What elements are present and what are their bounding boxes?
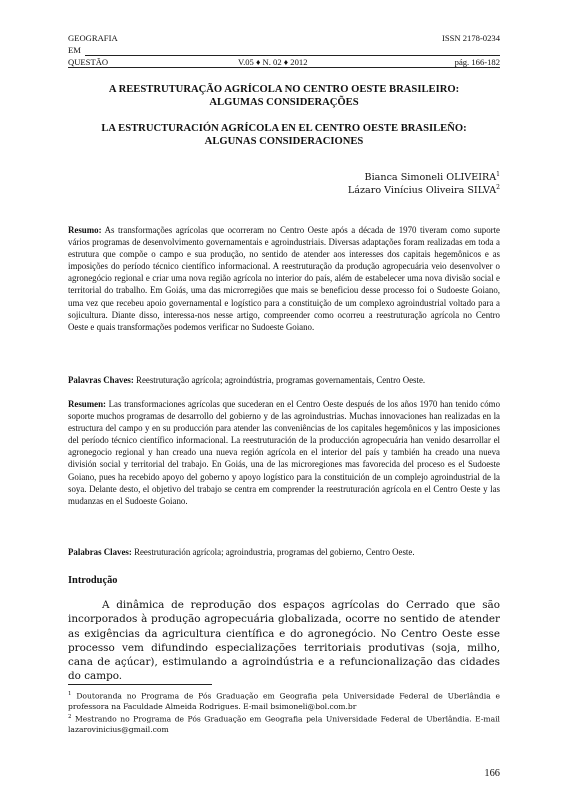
journal-name-line1: GEOGRAFIA bbox=[68, 33, 118, 43]
footnote-1: $^1$ Doutoranda no Programa de Pós Graduação em Geografia pela Universidade Federal de Uberlândia e professora na Faculdade Almeida Rodrigues. E-mail bsimoneli@bol.com.br bbox=[68, 691, 500, 711]
footnote-2: $^2$ Mestrando no Programa de Pós Graduação em Geografia pela Universidade Federal de Uberlândia. E-mail lazarovinicius@gmail.com bbox=[68, 714, 500, 734]
footnote-rule bbox=[68, 684, 212, 685]
keywords-es: Palabras Claves: Reestruturación agrícola; agroindustria, programas del gobierno, Centro Oeste. bbox=[68, 547, 415, 557]
page-number: 166 bbox=[484, 768, 500, 779]
intro-paragraph: A dinâmica de reprodução dos espaços agrícolas do Cerrado que são incorporados à produção agropecuária globalizada, ocorre no sentido de atender as exigências da agricultura científica e do agronegócio. No Centro Oeste esse processo vem difundindo especializações territoriais produtivas (soja, milho, cana de açúcar), estimulando a agroindústria e a refuncionalização das cidades do campo. bbox=[68, 599, 500, 683]
header-rule bbox=[85, 55, 500, 56]
title-pt-line1: A REESTRUTURAÇÃO AGRÍCOLA NO CENTRO OESTE BRASILEIRO: bbox=[108, 84, 460, 95]
title-es-line2: ALGUNAS CONSIDERACIONES bbox=[204, 136, 364, 147]
journal-name-line3: QUESTÃO bbox=[68, 57, 109, 67]
author-1: Bianca Simoneli OLIVEIRA$^1$ bbox=[364, 171, 500, 184]
abstract-pt: Resumo: As transformações agrícolas que ocorreram no Centro Oeste após a década de 1970 tiveram como suporte vários programas de desenvolvimento governamentais e agroindustriais. Diversas adaptações foram realizadas em toda a estrutura que compõe o campo e sua produção, no sentido de atender aos interesses dos capitais hegemônicos e as imposições do período técnico científico informacional. A reestruturação da produção agropecuária veio desenvolver o agronegócio regional e criar uma nova região agrícola no interior do país, além de estabelecer uma nova divisão social e territorial do trabalho. Em Goiás, uma das microrregiões que mais se beneficiou desse processo foi o Sudoeste Goiano, uma vez que recebeu apoio governamental e logístico para a constituição de um complexo agroindustrial voltado para a sojicultura. Diante disso, interessa-nos nesse artigo, compreender como ocorreu a reestruturação agrícola no Centro Oeste e quais transformações podemos verificar no Sudoeste Goiano. bbox=[68, 225, 500, 332]
section-heading-intro: Introdução bbox=[68, 575, 118, 586]
author-2: Lázaro Vinícius Oliveira SILVA$^2$ bbox=[347, 184, 500, 197]
abstract-es: Resumen: Las transformaciones agrícolas que sucederan en el Centro Oeste después de los años 1970 han tenido cómo soporte muchos programas de desarrollo del gobierno y de las agroindustrias. Muchas innovaciones han realizadas en la estructura del campo y en su producción para atender las conveniências de los capitales hegemônicos y las imposiciones del período técnico científico informacional. La reestruturación de la producción agropecuária han venido desarrollar el agronegocio regional y han creado una nueva región agrícola en el interior del país y también ha creado una nueva división social y territorial del trabajo. En Goiás, una de las microregiones mas favorecida del proceso es el Sudoeste Goiano, pues ha recebido apoyo del goberno y apoyo logístico para la constituición de un complejo agroindustrial de la soya. Delante desto, el objetivo del trabajo se centra em comprender la reestruturación agrícola en el Centro Oeste y las mudanzas en el Sudoeste Goiano. bbox=[68, 399, 501, 506]
page-range: pág. 166-182 bbox=[454, 57, 500, 67]
title-es-line1: LA ESTRUCTURACIÓN AGRÍCOLA EN EL CENTRO OESTE BRASILEÑO: bbox=[101, 123, 467, 134]
header-rule-bottom bbox=[68, 67, 500, 68]
keywords-pt: Palavras Chaves: Reestruturação agrícola; agroindústria, programas governamentais, Centro Oeste. bbox=[68, 375, 426, 385]
issn: ISSN 2178-0234 bbox=[441, 33, 500, 43]
volume-info: V.05 ♦ N. 02 ♦ 2012 bbox=[238, 57, 308, 67]
journal-name-line2: EM bbox=[68, 45, 81, 55]
title-pt-line2: ALGUMAS CONSIDERAÇÕES bbox=[209, 97, 359, 108]
